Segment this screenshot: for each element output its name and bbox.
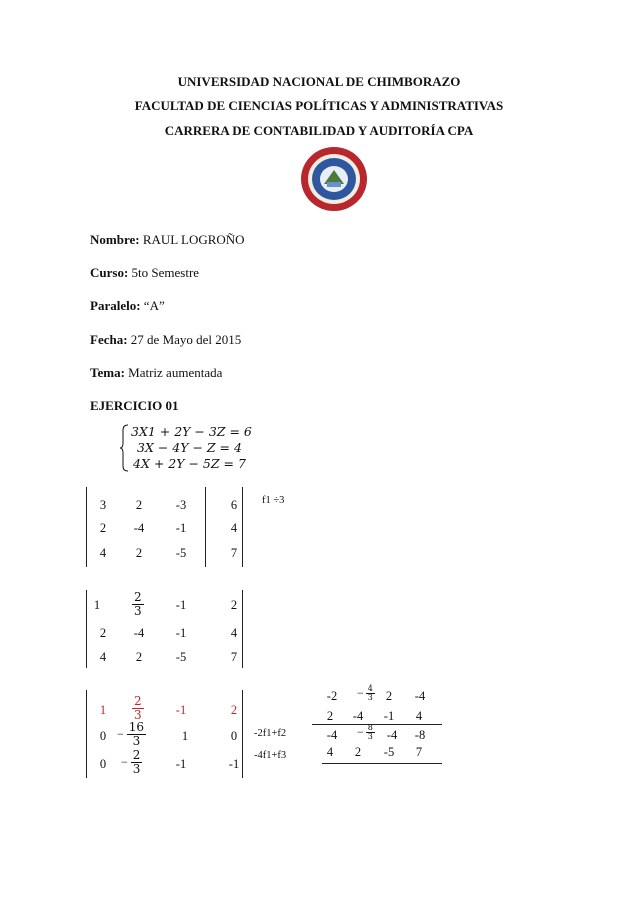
course-field: Curso: 5to Semestre <box>90 265 200 280</box>
brace-icon <box>120 424 130 472</box>
matrix-cell: 4 <box>99 546 107 560</box>
calc-cell: -8 <box>414 728 426 742</box>
fraction: − $\frac{16}{3}$ <box>117 720 145 748</box>
matrix-cell: 2 <box>135 498 143 512</box>
calc-cell: 4 <box>415 709 423 723</box>
matrix-cell: 0 <box>99 757 107 771</box>
matrix-cell: -1 <box>175 703 187 717</box>
calc-cell: -4 <box>326 728 338 742</box>
matrix-cell: -4 <box>133 626 145 640</box>
calc-cell: 4 <box>326 745 334 759</box>
matrix-cell: -1 <box>175 598 187 612</box>
matrix-cell: -4 <box>133 521 145 535</box>
calc-cell: -2 <box>326 689 338 703</box>
sum-line <box>322 763 442 764</box>
matrix-cell: -1 <box>175 626 187 640</box>
matrix-cell: 2 <box>230 598 238 612</box>
matrix-cell: -1 <box>228 757 240 771</box>
matrix-cell: 3 <box>99 498 107 512</box>
fraction: $\frac{2}{3}$ <box>134 694 142 722</box>
matrix-cell: 2 <box>135 546 143 560</box>
calc-cell: 2 <box>326 709 334 723</box>
university-seal-icon <box>300 146 368 212</box>
matrix-cell: -1 <box>175 757 187 771</box>
matrix-cell: 2 <box>230 703 238 717</box>
calc-cell: 2 <box>354 745 362 759</box>
row-operation: -2f1+f2 <box>254 728 287 739</box>
name-field: Nombre: RAUL LOGROÑO <box>90 232 245 247</box>
matrix-cell: 1 <box>99 703 107 717</box>
matrix-cell: 4 <box>230 626 238 640</box>
row-operation: -4f1+f3 <box>254 750 287 761</box>
exercise-title: EJERCICIO 01 <box>90 398 179 413</box>
matrix-cell: -5 <box>175 546 187 560</box>
calc-cell: 2 <box>385 689 393 703</box>
calc-cell: 7 <box>415 745 423 759</box>
matrix-cell: 0 <box>230 729 238 743</box>
calc-cell: -4 <box>414 689 426 703</box>
calc-cell: -4 <box>352 709 364 723</box>
matrix-cell: -3 <box>175 498 187 512</box>
matrix-cell: -1 <box>175 521 187 535</box>
equation-3: 4X + 2Y − 5Z = 7 <box>133 456 246 471</box>
topic-field: Tema: Matriz aumentada <box>90 365 223 380</box>
sum-line <box>312 724 442 725</box>
matrix-cell: 1 <box>93 598 101 612</box>
fraction: − $\frac{8}{3}$ <box>357 723 373 742</box>
matrix-cell: 7 <box>230 546 238 560</box>
matrix-cell: 2 <box>99 626 107 640</box>
matrix-cell: 1 <box>181 729 189 743</box>
date-field: Fecha: 27 de Mayo del 2015 <box>90 332 242 347</box>
matrix-cell: 6 <box>230 498 238 512</box>
row-operation: f1 ÷3 <box>262 495 285 506</box>
equation-2: 3X − 4Y − Z = 4 <box>137 440 242 455</box>
matrix-cell: -5 <box>175 650 187 664</box>
matrix-cell: 7 <box>230 650 238 664</box>
matrix-cell: 2 <box>99 521 107 535</box>
career-title: CARRERA DE CONTABILIDAD Y AUDITORÍA CPA <box>164 123 474 138</box>
matrix-cell: 4 <box>230 521 238 535</box>
equation-1: 3X1 + 2Y − 3Z = 6 <box>131 424 252 439</box>
fraction: $\frac{2}{3}$ <box>134 590 142 618</box>
matrix-cell: 4 <box>99 650 107 664</box>
matrix-cell: 2 <box>135 650 143 664</box>
parallel-field: Paralelo: “A” <box>90 298 165 313</box>
calc-cell: -1 <box>383 709 395 723</box>
fraction: − $\frac{4}{3}$ <box>357 684 373 703</box>
faculty-title: FACULTAD DE CIENCIAS POLÍTICAS Y ADMINISTRATIVAS <box>134 98 504 113</box>
matrix-cell: 0 <box>99 729 107 743</box>
calc-cell: -5 <box>383 745 395 759</box>
calc-cell: -4 <box>386 728 398 742</box>
university-title: UNIVERSIDAD NACIONAL DE CHIMBORAZO <box>177 74 461 89</box>
fraction: − $\frac{2}{3}$ <box>121 748 141 776</box>
